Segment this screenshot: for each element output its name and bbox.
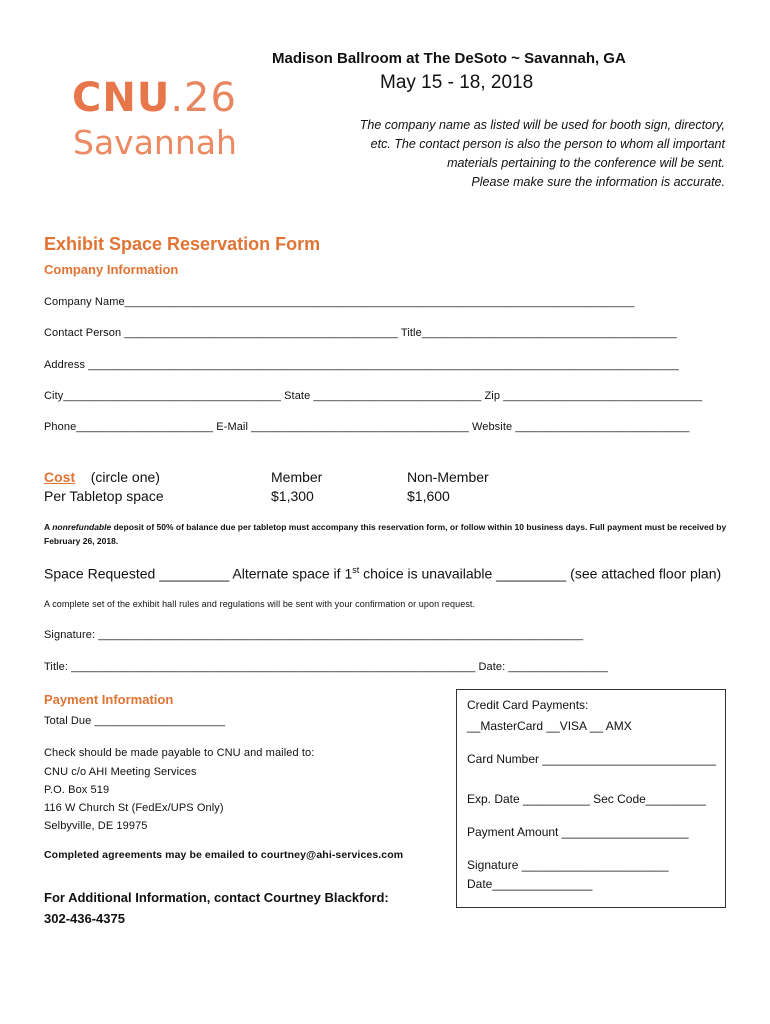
logo-cnu-text: CNU — [72, 75, 171, 121]
check-line: 116 W Church St (FedEx/UPS Only) — [44, 802, 224, 814]
nonmember-label: Non-Member — [407, 469, 489, 485]
member-label: Member — [271, 469, 323, 485]
email-note: Completed agreements may be emailed to courtney@ahi-services.com — [44, 849, 404, 861]
logo-number: .26 — [170, 75, 237, 121]
company-info-heading: Company Information — [44, 262, 179, 277]
contact-title-field[interactable]: Contact Person ____________________________________________ Title_________________________________________ — [44, 327, 677, 339]
cost-row — [44, 468, 164, 487]
logo-cnu — [72, 75, 237, 121]
member-price: $1,300 — [271, 488, 314, 504]
space-part1: Space Requested _________ Alternate space if 1 — [44, 565, 353, 582]
address-field[interactable]: Address _______________________________________________________________________________________________ — [44, 359, 679, 371]
nonmember-option[interactable] — [407, 468, 489, 506]
contact-phone: 302-436-4375 — [44, 911, 125, 926]
deposit-rest: deposit of 50% of balance due per tabletop must accompany this reservation form, or follow within 10 business days. Full payment must be received by — [111, 522, 727, 532]
cc-types-field[interactable]: __MasterCard __VISA __ AMX — [467, 719, 632, 733]
space-part2: choice is unavailable _________ (see attached floor plan) — [359, 565, 722, 582]
member-option[interactable] — [271, 468, 322, 506]
venue-title: Madison Ballroom at The DeSoto ~ Savannah, GA — [272, 50, 626, 67]
deposit-em: nonrefundable — [52, 522, 112, 532]
circle-one: (circle one) — [90, 469, 160, 485]
total-due-field[interactable]: Total Due _____________________ — [44, 715, 226, 727]
event-dates: May 15 - 18, 2018 — [380, 72, 534, 93]
form-title: Exhibit Space Reservation Form — [44, 234, 321, 254]
card-number-field[interactable]: Card Number __________________________ — [467, 752, 716, 766]
check-line: Check should be made payable to CNU and mailed to: — [44, 747, 315, 759]
title-date-field[interactable]: Title: _________________________________________________________________ Date: ________________ — [44, 661, 608, 673]
cc-signature-field[interactable]: Signature ______________________ — [467, 858, 669, 872]
deposit-line1 — [44, 520, 759, 534]
city-state-zip-field[interactable]: City___________________________________ State ___________________________ Zip ________________________________ — [44, 390, 703, 402]
check-line: P.O. Box 519 — [44, 784, 110, 796]
payment-amount-field[interactable]: Payment Amount ___________________ — [467, 825, 689, 839]
deposit-note — [44, 520, 759, 548]
deposit-a: A — [44, 522, 53, 532]
note-line: materials pertaining to the conference will be sent. — [447, 156, 725, 170]
phone-email-website-field[interactable]: Phone______________________ E-Mail ___________________________________ Website ____________________________ — [44, 421, 690, 433]
note-line: The company name as listed will be used for booth sign, directory, — [359, 118, 725, 132]
cost-block — [44, 468, 164, 506]
check-instructions — [44, 744, 314, 835]
cc-title: Credit Card Payments: — [467, 698, 589, 712]
cc-date-field[interactable]: Date_______________ — [467, 877, 593, 891]
note-line: etc. The contact person is also the person to whom all important — [370, 137, 725, 151]
check-line: CNU c/o AHI Meeting Services — [44, 766, 197, 778]
per-tabletop: Per Tabletop space — [44, 488, 164, 504]
check-line: Selbyville, DE 19975 — [44, 820, 148, 832]
space-sup: st — [352, 565, 360, 575]
rules-note: A complete set of the exhibit hall rules and regulations will be sent with your confirmation or upon request. — [44, 599, 476, 609]
space-requested-field[interactable] — [44, 565, 721, 582]
header-note — [300, 116, 725, 192]
note-line: Please make sure the information is accurate. — [471, 175, 725, 189]
company-name-field[interactable]: Company Name__________________________________________________________________________________ — [44, 296, 635, 308]
deposit-line2: February 26, 2018. — [44, 536, 119, 546]
cost-label: Cost — [44, 469, 76, 485]
payment-info-heading: Payment Information — [44, 692, 174, 707]
signature-field[interactable]: Signature: ______________________________________________________________________________ — [44, 629, 584, 641]
contact-line1: For Additional Information, contact Courtney Blackford: — [44, 890, 389, 905]
exp-sec-field[interactable]: Exp. Date __________ Sec Code_________ — [467, 792, 706, 806]
nonmember-price: $1,600 — [407, 488, 450, 504]
logo-city: Savannah — [73, 123, 237, 162]
